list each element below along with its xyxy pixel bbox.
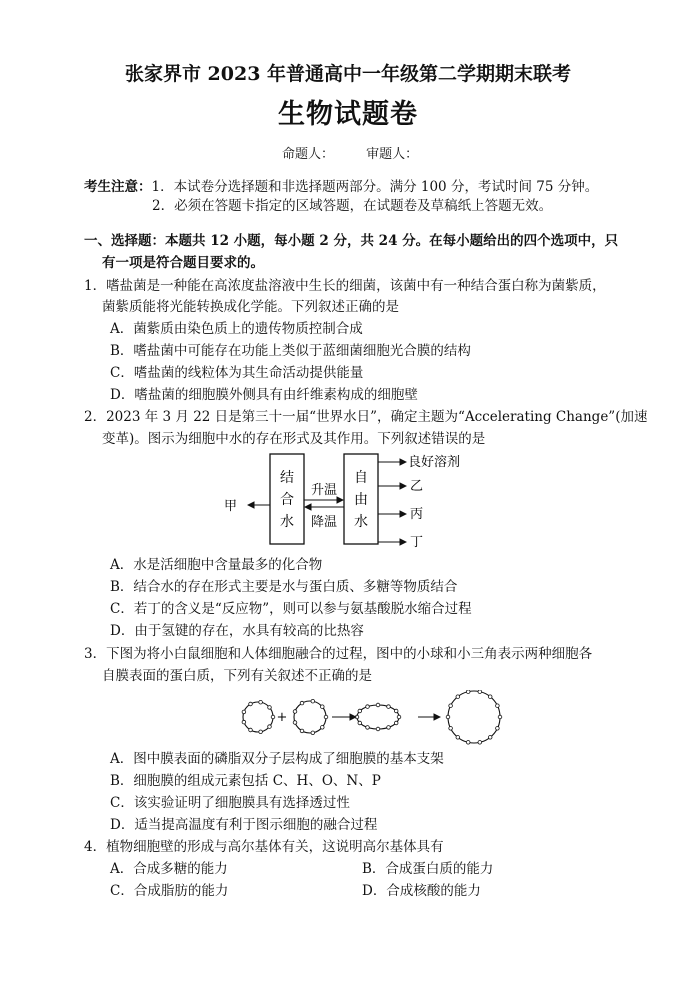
heat-up-label: 升温 [310, 483, 338, 498]
author-line [282, 146, 446, 164]
fusing-cell-protein [376, 727, 380, 731]
q2-option-d: D．由于氢键的存在，水具有较高的比热容 [110, 623, 364, 639]
fusing-cell-protein [358, 721, 362, 725]
mouse-cell-protein [242, 720, 246, 724]
hybrid-cell-protein [496, 727, 500, 731]
exam-subtitle: 生物试题卷 [278, 99, 418, 130]
label-bing: 丙 [410, 507, 424, 522]
q1-option-d: D．嗜盐菌的细胞膜外侧具有由纤维素构成的细胞壁 [110, 387, 418, 403]
free-water-char-1: 自 [354, 470, 368, 486]
notice-line-2: 2．必须在答题卡指定的区域答题，在试题卷及草稿纸上答题无效。 [152, 198, 553, 214]
fusing-cell-protein [394, 709, 398, 713]
hybrid-cell-protein [478, 690, 482, 694]
bound-water-char-2: 合 [280, 492, 294, 508]
bound-water-char-1: 结 [280, 470, 294, 486]
q2-option-b: B．结合水的存在形式主要是水与蛋白质、多糖等物质结合 [110, 579, 458, 595]
setter-label: 命题人： [282, 147, 335, 162]
hybrid-cell-protein [446, 715, 450, 719]
hybrid-cell-protein [496, 704, 500, 708]
human-cell-protein [311, 731, 315, 735]
mouse-cell-protein [268, 706, 272, 710]
human-cell-protein [324, 715, 328, 719]
hybrid-cell-protein [488, 736, 492, 740]
q1-option-b: B．嗜盐菌中可能存在功能上类似于蓝细菌细胞光合膜的结构 [110, 343, 471, 359]
free-water-char-3: 水 [354, 514, 368, 530]
q2-stem: 2．2023 年 3 月 22 日是第三十一届“世界水日”，确定主题为“Accelerating Change”(加速 [84, 409, 648, 425]
bound-water-char-3: 水 [280, 514, 294, 530]
fusing-cell-protein [366, 705, 370, 709]
mouse-cell-protein [249, 728, 253, 732]
human-cell-protein [300, 701, 304, 705]
hybrid-cell-protein [466, 690, 470, 694]
q3-stem-cont: 自膜表面的蛋白质，下列有关叙述不正确的是 [102, 668, 372, 684]
q3-option-b: B．细胞膜的组成元素包括 C、H、O、N、P [110, 773, 381, 789]
notice-block [84, 178, 598, 196]
q3-option-d: D．适当提高温度有利于图示细胞的融合过程 [110, 817, 378, 833]
human-cell-protein [293, 710, 297, 714]
q2-stem-cont: 变革)。图示为细胞中水的存在形式及其作用。下列叙述错误的是 [102, 431, 486, 447]
human-cell-protein [321, 726, 325, 730]
q3-option-a: A．图中膜表面的磷脂双分子层构成了细胞膜的基本支架 [110, 751, 444, 767]
notice-line-1: 1．本试卷分选择题和非选择题两部分。满分 100 分，考试时间 75 分钟。 [151, 179, 599, 195]
fusing-cell-protein [366, 726, 370, 730]
mouse-cell-protein [249, 702, 253, 706]
q2-option-c: C．若丁的含义是“反应物”，则可以参与氨基酸脱水缩合过程 [110, 601, 472, 617]
hybrid-cell-protein [488, 695, 492, 699]
notice-label: 考生注意： [84, 179, 152, 195]
fusing-cell-protein [394, 721, 398, 725]
cell-fusion-diagram [236, 690, 506, 746]
q4-option-c: C．合成脂肪的能力 [110, 883, 229, 899]
plus-sign: + [276, 710, 288, 725]
reviewer-label: 审题人： [366, 147, 419, 162]
hybrid-cell-protein [449, 727, 453, 731]
label-jia: 甲 [224, 499, 238, 514]
fusing-cell [357, 705, 399, 729]
human-cell-protein [300, 729, 304, 733]
q3-stem: 3．下图为将小白鼠细胞和人体细胞融合的过程，图中的小球和小三角表示两种细胞各 [84, 646, 593, 662]
q4-option-d: D．合成核酸的能力 [362, 883, 481, 899]
hybrid-cell-protein [466, 741, 470, 745]
q2-option-a: A．水是活细胞中含量最多的化合物 [110, 557, 323, 573]
q1-option-a: A．菌紫质由染色质上的遗传物质控制合成 [110, 321, 363, 337]
human-cell-protein [321, 705, 325, 709]
hybrid-cell-protein [449, 704, 453, 708]
water-forms-diagram [220, 450, 480, 552]
label-ding: 丁 [410, 535, 424, 550]
hybrid-cell-protein [456, 695, 460, 699]
q3-option-c: C．该实验证明了细胞膜具有选择透过性 [110, 795, 350, 811]
fusing-cell-protein [387, 726, 391, 730]
q4-option-b: B．合成蛋白质的能力 [362, 861, 494, 877]
q1-stem-cont: 菌紫质能将光能转换成化学能。下列叙述正确的是 [102, 299, 399, 315]
mouse-cell-protein [259, 730, 263, 734]
q4-stem: 4．植物细胞壁的形成与高尔基体有关，这说明高尔基体具有 [84, 839, 444, 855]
fusing-cell-protein [397, 715, 401, 719]
hybrid-cell-protein [498, 715, 502, 719]
fusing-cell-protein [387, 705, 391, 709]
hybrid-cell [448, 691, 500, 743]
fusing-cell-protein [376, 703, 380, 707]
human-cell-protein [293, 721, 297, 725]
fusing-cell-protein [358, 709, 362, 713]
cool-down-label: 降温 [310, 515, 338, 530]
section-heading: 一、选择题：本题共 12 小题，每小题 2 分，共 24 分。在每小题给出的四个选项中，只 [84, 233, 619, 249]
free-water-char-2: 由 [354, 492, 368, 508]
hybrid-cell-protein [456, 736, 460, 740]
q1-stem: 1．嗜盐菌是一种能在高浓度盐溶液中生长的细菌，该菌中有一种结合蛋白称为菌紫质， [84, 278, 606, 294]
exam-title: 张家界市 2023 年普通高中一年级第二学期期末联考 [124, 63, 572, 85]
mouse-cell-protein [271, 715, 275, 719]
q1-option-c: C．嗜盐菌的线粒体为其生命活动提供能量 [110, 365, 364, 381]
label-yi: 乙 [410, 479, 424, 494]
hybrid-cell-protein [478, 741, 482, 745]
mouse-cell-protein [259, 700, 263, 704]
q4-option-a: A．合成多糖的能力 [110, 861, 228, 877]
human-cell-protein [311, 699, 315, 703]
label-good-solvent: 良好溶剂 [408, 455, 461, 470]
section-heading-cont: 有一项是符合题目要求的。 [102, 255, 264, 271]
mouse-cell-protein [268, 725, 272, 729]
mouse-cell-protein [242, 710, 246, 714]
